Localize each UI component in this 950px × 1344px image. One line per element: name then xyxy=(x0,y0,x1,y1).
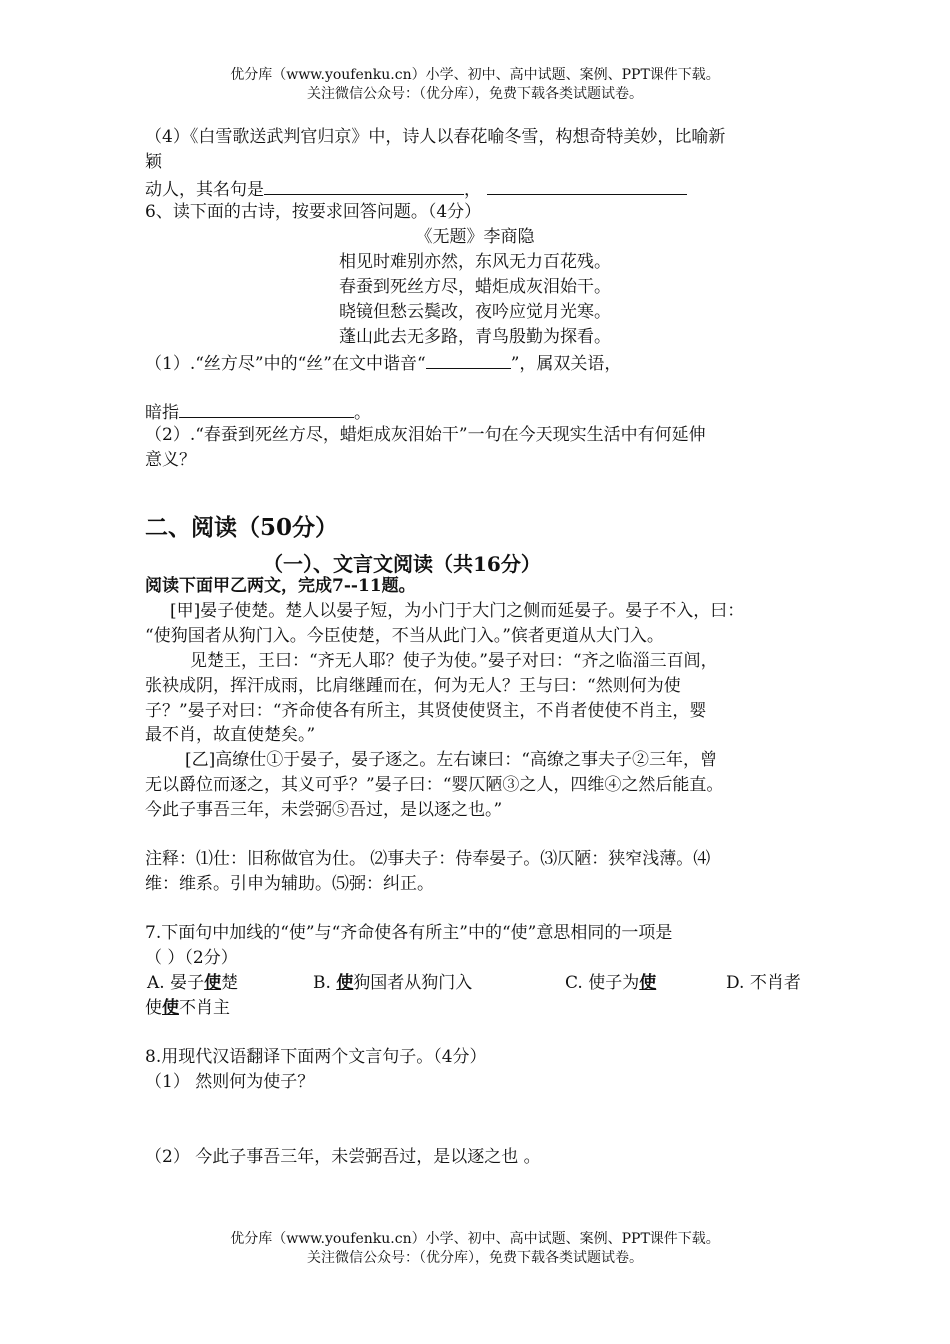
option-a[interactable] xyxy=(147,972,238,994)
passage-line: 张袂成阴，挥汗成雨，比肩继踵而在，何为无人？王与曰：“然则何为使 xyxy=(145,676,681,696)
poem-title: 《无题》李商隐 xyxy=(415,227,535,247)
passage-line: 无以爵位而逐之，其义可乎？”晏子曰：“婴仄陋③之人，四维④之然后能直。 xyxy=(145,775,724,795)
answer-blank-3[interactable] xyxy=(426,351,511,369)
section-subtitle: （一）、文言文阅读（共16分） xyxy=(263,552,541,576)
header-line-2: 关注微信公众号：（优分库），免费下载各类试题试卷。 xyxy=(307,86,643,102)
option-c-text: C. 使子为 xyxy=(565,973,640,993)
option-d-continued[interactable] xyxy=(145,997,230,1019)
notes-line-1: 注释：⑴仕：旧称做官为仕。 ⑵事夫子：侍奉晏子。⑶仄陋：狭窄浅薄。⑷ xyxy=(145,849,711,868)
q6-sub1-text: （1）.“丝方尽”中的“丝”在文中谐音“ xyxy=(145,354,426,374)
option-b-key: 使 xyxy=(336,973,354,993)
q6-sub1-text-3: 暗指 xyxy=(145,403,179,423)
option-a-text: A. 晏子 xyxy=(147,973,205,993)
answer-blank-4[interactable] xyxy=(179,400,354,418)
q5-4-line-2: 颖 xyxy=(145,152,162,172)
q6-sub1-line-1 xyxy=(145,351,621,375)
header-line-1: 优分库（www.youfenku.cn）小学、初中、高中试题、案例、PPT课件下载。 xyxy=(230,67,720,83)
q7-line-2: （ ）（2分） xyxy=(145,948,238,968)
passage-line: 最不肖，故直使楚矣。” xyxy=(145,725,316,745)
q8-title: 8.用现代汉语翻译下面两个文言句子。（4分） xyxy=(145,1047,487,1067)
passage-line: [甲]晏子使楚。楚人以晏子短，为小门于大门之侧而延晏子。晏子不入，曰： xyxy=(170,601,745,621)
q5-4-sep: ， xyxy=(464,180,481,200)
option-a-text-2: 楚 xyxy=(221,973,239,993)
option-c-key: 使 xyxy=(639,973,657,993)
poem-line: 晓镜但愁云鬓改，夜吟应觉月光寒。 xyxy=(339,302,611,322)
option-d-text: D. 不肖者 xyxy=(726,973,801,993)
reading-instruction: 阅读下面甲乙两文，完成7--11题。 xyxy=(145,576,416,596)
q5-4-line-1: （4）《白雪歌送武判官归京》中，诗人以春花喻冬雪，构想奇特美妙，比喻新 xyxy=(145,127,726,147)
q6-sub1-text-2: ”，属双关语， xyxy=(510,354,622,374)
option-b[interactable] xyxy=(313,972,472,994)
passage-line: 今此子事吾三年，未尝弼⑤吾过，是以逐之也。” xyxy=(145,800,503,820)
option-d-key: 使 xyxy=(162,998,179,1018)
q5-4-line-3 xyxy=(145,177,687,201)
option-d-text-2: 使 xyxy=(145,998,162,1018)
passage-line: 子？”晏子对曰：“齐命使各有所主，其贤使使贤主，不肖者使使不肖主，婴 xyxy=(145,701,707,721)
poem-line: 相见时难别亦然，东风无力百花残。 xyxy=(339,252,611,272)
footer-line-1: 优分库（www.youfenku.cn）小学、初中、高中试题、案例、PPT课件下载。 xyxy=(230,1231,720,1247)
q8-sub1: （1） 然则何为使子？ xyxy=(145,1072,315,1092)
q6-title: 6、读下面的古诗，按要求回答问题。（4分） xyxy=(145,202,482,222)
q6-sub2-line-1: （2）.“春蚕到死丝方尽，蜡炬成灰泪始干”一句在今天现实生活中有何延伸 xyxy=(145,425,706,445)
option-d[interactable] xyxy=(726,972,801,994)
footer-line-2: 关注微信公众号：（优分库），免费下载各类试题试卷。 xyxy=(307,1250,643,1266)
q6-sub2-line-2: 意义？ xyxy=(145,450,196,470)
option-b-text-2: 狗国者从狗门入 xyxy=(353,973,473,993)
answer-blank-1[interactable] xyxy=(264,177,464,195)
poem-line: 蓬山此去无多路，青鸟殷勤为探看。 xyxy=(339,327,611,347)
option-c[interactable] xyxy=(565,972,676,994)
passage-line: “使狗国者从狗门入。今臣使楚，不当从此门入。”傧者更道从大门入。 xyxy=(145,626,664,646)
passage-line: 见楚王，王曰：“齐无人耶？使子为使。”晏子对曰：“齐之临淄三百闾， xyxy=(190,651,718,671)
q5-4-prompt: 动人，其名句是 xyxy=(145,180,264,200)
poem-line: 春蚕到死丝方尽，蜡炬成灰泪始干。 xyxy=(339,277,611,297)
passage-line: [乙]高缭仕①于晏子，晏子逐之。左右谏曰：“高缭之事夫子②三年，曾 xyxy=(185,750,717,770)
q6-sub1-text-4: 。 xyxy=(354,403,371,423)
q8-sub2: （2） 今此子事吾三年，未尝弼吾过，是以逐之也 。 xyxy=(145,1147,541,1167)
q6-sub1-line-2 xyxy=(145,400,371,424)
option-b-text: B. xyxy=(313,973,337,993)
notes-line-2: 维：维系。引申为辅助。⑸弼：纠正。 xyxy=(145,874,434,894)
option-d-text-3: 不肖主 xyxy=(179,998,230,1018)
section-title: 二、阅读（50分） xyxy=(145,514,339,541)
answer-blank-2[interactable] xyxy=(487,177,687,195)
option-a-key: 使 xyxy=(204,973,222,993)
q7-line-1: 7.下面句中加线的“使”与“齐命使各有所主”中的“使”意思相同的一项是 xyxy=(145,923,673,943)
